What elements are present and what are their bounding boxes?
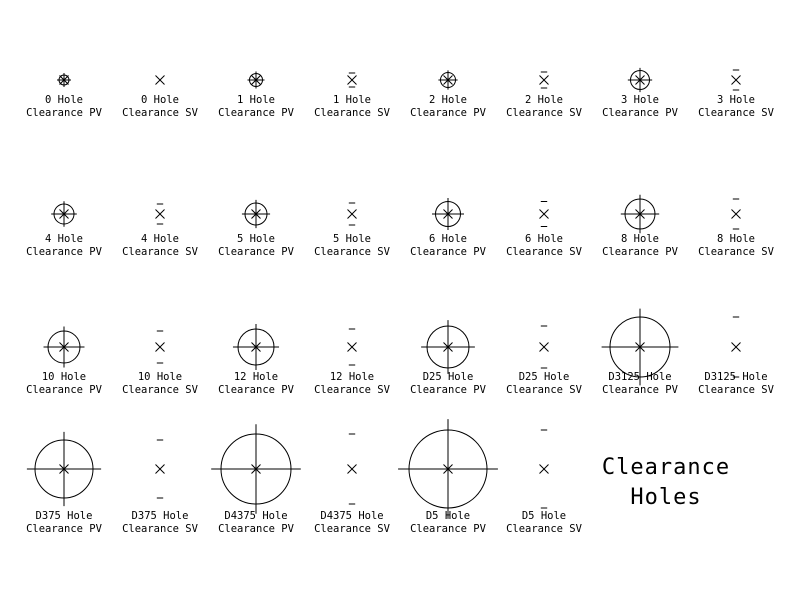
symbol-type-label: Clearance SV (314, 107, 390, 119)
symbol-name-label: 12 Hole (233, 371, 279, 383)
symbol-type-label: Clearance PV (410, 107, 486, 119)
clearance-sv-symbol (122, 204, 199, 258)
symbol-type-label: Clearance SV (506, 523, 582, 535)
symbol-type-label: Clearance SV (122, 246, 198, 258)
symbol-name-label: 6 Hole (429, 233, 467, 245)
symbol-name-label: D5 Hole (425, 510, 471, 522)
clearance-pv-symbol (26, 201, 103, 258)
symbol-type-label: Clearance PV (26, 246, 102, 258)
symbol-name-label: 8 Hole (717, 233, 755, 245)
clearance-pv-symbol (410, 320, 487, 396)
clearance-pv-symbol (218, 200, 295, 258)
symbol-type-label: Clearance SV (506, 246, 582, 258)
symbol-name-label: D4375 Hole (320, 510, 384, 522)
symbol-name-label: D3125 Hole (704, 371, 768, 383)
symbol-type-label: Clearance PV (26, 523, 102, 535)
symbol-type-label: Clearance SV (698, 246, 774, 258)
symbol-name-label: 3 Hole (717, 94, 755, 106)
symbol-type-label: Clearance SV (122, 107, 198, 119)
clearance-sv-symbol (506, 326, 583, 396)
symbol-type-label: Clearance SV (122, 384, 198, 396)
clearance-pv-symbol (602, 309, 679, 396)
symbol-name-label: 6 Hole (525, 233, 563, 245)
title-line-2: Holes (630, 485, 702, 510)
symbol-type-label: Clearance SV (122, 523, 198, 535)
clearance-pv-symbol (602, 68, 679, 119)
symbol-name-label: 8 Hole (621, 233, 659, 245)
title-line-1: Clearance (601, 455, 731, 480)
symbol-type-label: Clearance SV (314, 246, 390, 258)
clearance-pv-symbol (410, 198, 487, 258)
symbol-type-label: Clearance PV (410, 523, 486, 535)
symbol-name-label: 1 Hole (237, 94, 275, 106)
symbol-name-label: 12 Hole (329, 371, 375, 383)
symbol-type-label: Clearance PV (410, 384, 486, 396)
clearance-pv-symbol (398, 419, 498, 535)
symbol-name-label: D3125 Hole (608, 371, 672, 383)
symbol-name-label: 10 Hole (137, 371, 183, 383)
clearance-pv-symbol (410, 70, 487, 119)
clearance-sv-symbol (698, 199, 775, 258)
symbol-name-label: D375 Hole (35, 510, 93, 522)
clearance-pv-symbol (211, 424, 301, 535)
symbol-name-label: 4 Hole (45, 233, 83, 245)
symbol-name-label: 5 Hole (333, 233, 371, 245)
symbol-name-label: 10 Hole (41, 371, 87, 383)
clearance-sv-symbol (314, 434, 391, 535)
symbol-type-label: Clearance SV (314, 523, 390, 535)
symbol-type-label: Clearance PV (26, 384, 102, 396)
clearance-sv-symbol (506, 202, 583, 259)
symbol-name-label: 3 Hole (621, 94, 659, 106)
clearance-sv-symbol (122, 440, 199, 535)
symbol-name-label: 2 Hole (525, 94, 563, 106)
clearance-pv-symbol (218, 324, 295, 396)
clearance-sv-symbol (506, 430, 583, 535)
symbol-type-label: Clearance SV (314, 384, 390, 396)
symbol-type-label: Clearance PV (26, 107, 102, 119)
symbol-type-label: Clearance PV (602, 384, 678, 396)
symbol-type-label: Clearance PV (602, 246, 678, 258)
symbol-name-label: D25 Hole (422, 371, 474, 383)
symbol-name-label: 4 Hole (141, 233, 179, 245)
symbol-name-label: D5 Hole (521, 510, 567, 522)
symbol-name-label: 0 Hole (141, 94, 179, 106)
symbol-name-label: 2 Hole (429, 94, 467, 106)
clearance-sv-symbol (122, 331, 199, 396)
clearance-sv-symbol (122, 76, 199, 120)
clearance-sv-symbol (698, 317, 775, 396)
symbol-name-label: 1 Hole (333, 94, 371, 106)
symbol-type-label: Clearance PV (410, 246, 486, 258)
clearance-pv-symbol (26, 327, 103, 396)
symbol-name-label: D25 Hole (518, 371, 570, 383)
clearance-sv-symbol (314, 329, 391, 396)
symbol-name-label: 0 Hole (45, 94, 83, 106)
symbol-type-label: Clearance PV (218, 246, 294, 258)
symbol-type-label: Clearance SV (698, 107, 774, 119)
symbol-type-label: Clearance PV (218, 107, 294, 119)
clearance-pv-symbol (602, 195, 679, 258)
clearance-sv-symbol (314, 203, 391, 258)
symbol-type-label: Clearance PV (218, 523, 294, 535)
symbol-type-label: Clearance SV (506, 107, 582, 119)
symbol-name-label: D4375 Hole (224, 510, 288, 522)
clearance-sv-symbol (506, 72, 583, 119)
clearance-pv-symbol (26, 73, 103, 119)
clearance-pv-symbol (218, 72, 295, 120)
symbol-type-label: Clearance PV (602, 107, 678, 119)
symbol-type-label: Clearance PV (218, 384, 294, 396)
symbol-type-label: Clearance SV (698, 384, 774, 396)
clearance-pv-symbol (26, 432, 103, 535)
clearance-sv-symbol (698, 70, 775, 119)
symbol-name-label: D375 Hole (131, 510, 189, 522)
symbol-type-label: Clearance SV (506, 384, 582, 396)
clearance-sv-symbol (314, 73, 391, 119)
symbol-name-label: 5 Hole (237, 233, 275, 245)
